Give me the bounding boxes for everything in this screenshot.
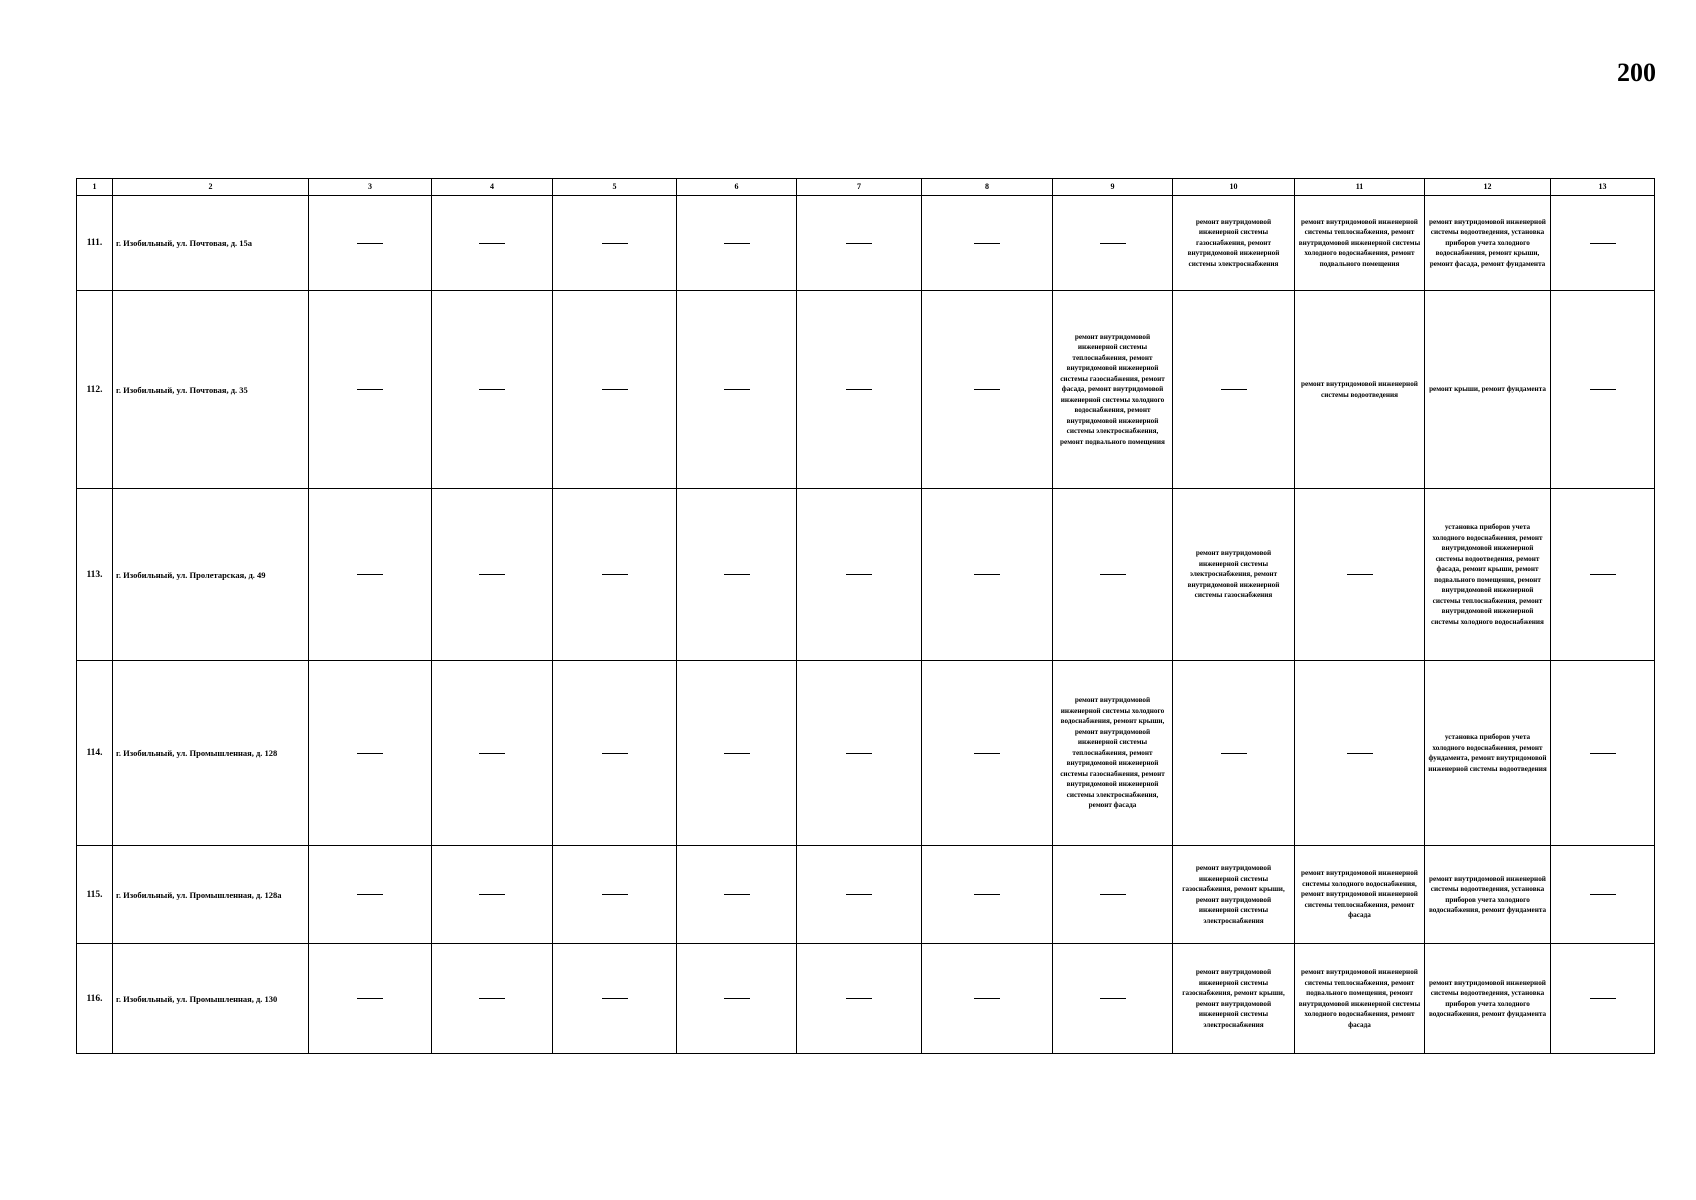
dash-mark [479, 389, 505, 390]
column-number-row [77, 179, 1655, 196]
empty-dash-cell [1053, 944, 1173, 1054]
dash-mark [357, 894, 383, 895]
dash-mark [479, 574, 505, 575]
empty-dash-cell [677, 846, 797, 944]
empty-dash-cell [553, 661, 677, 846]
dash-mark [974, 574, 1000, 575]
column-header: 9 [1053, 179, 1173, 196]
empty-dash-cell [309, 196, 432, 291]
column-header: 5 [553, 179, 677, 196]
empty-dash-cell [922, 944, 1053, 1054]
dash-mark [602, 389, 628, 390]
empty-dash-cell [1173, 661, 1295, 846]
row-number: 111. [77, 196, 113, 291]
work-cell: ремонт внутридомовой инженерной системы теплоснабжения, ремонт внутридомовой инженерной системы холодного водоснабжения, ремонт подвального помещения [1295, 196, 1425, 291]
empty-dash-cell [432, 196, 553, 291]
empty-dash-cell [677, 661, 797, 846]
dash-mark [724, 998, 750, 999]
empty-dash-cell [309, 944, 432, 1054]
work-cell: ремонт внутридомовой инженерной системы водоотведения, установка приборов учета холодного водоснабжения, ремонт фундамента [1425, 944, 1551, 1054]
row-number: 114. [77, 661, 113, 846]
empty-dash-cell [432, 944, 553, 1054]
address-cell: г. Изобильный, ул. Пролетарская, д. 49 [113, 489, 309, 661]
empty-dash-cell [922, 196, 1053, 291]
empty-dash-cell [922, 661, 1053, 846]
dash-mark [974, 389, 1000, 390]
empty-dash-cell [797, 846, 922, 944]
work-cell: ремонт внутридомовой инженерной системы газоснабжения, ремонт крыши, ремонт внутридомовой инженерной системы электроснабжения [1173, 846, 1295, 944]
empty-dash-cell [797, 489, 922, 661]
address-cell: г. Изобильный, ул. Промышленная, д. 130 [113, 944, 309, 1054]
table-row [77, 944, 1655, 1054]
empty-dash-cell [1053, 489, 1173, 661]
empty-dash-cell [1053, 846, 1173, 944]
dash-mark [846, 753, 872, 754]
table-row [77, 196, 1655, 291]
empty-dash-cell [677, 196, 797, 291]
empty-dash-cell [432, 846, 553, 944]
dash-mark [357, 243, 383, 244]
empty-dash-cell [553, 489, 677, 661]
empty-dash-cell [797, 661, 922, 846]
empty-dash-cell [309, 846, 432, 944]
dash-mark [846, 894, 872, 895]
dash-mark [1590, 389, 1616, 390]
empty-dash-cell [1551, 291, 1655, 489]
dash-mark [724, 753, 750, 754]
dash-mark [724, 243, 750, 244]
empty-dash-cell [797, 944, 922, 1054]
dash-mark [1221, 389, 1247, 390]
dash-mark [974, 243, 1000, 244]
table-row [77, 291, 1655, 489]
dash-mark [846, 574, 872, 575]
column-header: 10 [1173, 179, 1295, 196]
dash-mark [1100, 243, 1126, 244]
work-cell: ремонт крыши, ремонт фундамента [1425, 291, 1551, 489]
dash-mark [846, 998, 872, 999]
row-number: 113. [77, 489, 113, 661]
empty-dash-cell [1551, 846, 1655, 944]
work-cell: ремонт внутридомовой инженерной системы холодного водоснабжения, ремонт крыши, ремонт внутридомовой инженерной системы теплоснабжения, ремонт внутридомовой инженерной системы газоснабжения, ремонт внутридомовой инженерной системы электроснабжения, ремонт фасада [1053, 661, 1173, 846]
work-cell: ремонт внутридомовой инженерной системы водоотведения, установка приборов учета холодного водоснабжения, ремонт крыши, ремонт фасада, ремонт фундамента [1425, 196, 1551, 291]
column-header: 6 [677, 179, 797, 196]
work-cell: ремонт внутридомовой инженерной системы теплоснабжения, ремонт внутридомовой инженерной системы газоснабжения, ремонт фасада, ремонт внутридомовой инженерной системы холодного водоснабжения, ремонт внутридомовой инженерной системы электроснабжения, ремонт подвального помещения [1053, 291, 1173, 489]
dash-mark [1100, 894, 1126, 895]
work-cell: ремонт внутридомовой инженерной системы газоснабжения, ремонт крыши, ремонт внутридомовой инженерной системы электроснабжения [1173, 944, 1295, 1054]
dash-mark [602, 998, 628, 999]
work-cell: ремонт внутридомовой инженерной системы электроснабжения, ремонт внутридомовой инженерной системы газоснабжения [1173, 489, 1295, 661]
empty-dash-cell [1551, 489, 1655, 661]
dash-mark [357, 753, 383, 754]
table-row [77, 489, 1655, 661]
work-cell: ремонт внутридомовой инженерной системы холодного водоснабжения, ремонт внутридомовой инженерной системы теплоснабжения, ремонт фасада [1295, 846, 1425, 944]
dash-mark [602, 243, 628, 244]
column-header: 7 [797, 179, 922, 196]
empty-dash-cell [553, 196, 677, 291]
dash-mark [479, 894, 505, 895]
dash-mark [1590, 243, 1616, 244]
dash-mark [1347, 753, 1373, 754]
column-header: 1 [77, 179, 113, 196]
dash-mark [602, 894, 628, 895]
dash-mark [1590, 753, 1616, 754]
dash-mark [479, 243, 505, 244]
column-header: 3 [309, 179, 432, 196]
empty-dash-cell [553, 846, 677, 944]
empty-dash-cell [309, 489, 432, 661]
column-header: 11 [1295, 179, 1425, 196]
work-cell: ремонт внутридомовой инженерной системы водоотведения [1295, 291, 1425, 489]
empty-dash-cell [797, 196, 922, 291]
dash-mark [1590, 998, 1616, 999]
empty-dash-cell [553, 291, 677, 489]
empty-dash-cell [922, 846, 1053, 944]
empty-dash-cell [1551, 196, 1655, 291]
empty-dash-cell [677, 944, 797, 1054]
dash-mark [1100, 998, 1126, 999]
empty-dash-cell [432, 489, 553, 661]
empty-dash-cell [922, 489, 1053, 661]
column-header: 12 [1425, 179, 1551, 196]
dash-mark [724, 894, 750, 895]
dash-mark [724, 574, 750, 575]
row-number: 115. [77, 846, 113, 944]
empty-dash-cell [922, 291, 1053, 489]
address-cell: г. Изобильный, ул. Почтовая, д. 35 [113, 291, 309, 489]
dash-mark [1347, 574, 1373, 575]
dash-mark [724, 389, 750, 390]
work-cell: установка приборов учета холодного водоснабжения, ремонт фундамента, ремонт внутридомовой инженерной системы водоотведения [1425, 661, 1551, 846]
address-cell: г. Изобильный, ул. Промышленная, д. 128а [113, 846, 309, 944]
empty-dash-cell [1551, 944, 1655, 1054]
address-cell: г. Изобильный, ул. Промышленная, д. 128 [113, 661, 309, 846]
dash-mark [1590, 574, 1616, 575]
dash-mark [357, 998, 383, 999]
column-header: 4 [432, 179, 553, 196]
empty-dash-cell [1295, 661, 1425, 846]
dash-mark [1590, 894, 1616, 895]
empty-dash-cell [309, 661, 432, 846]
table-row [77, 661, 1655, 846]
empty-dash-cell [677, 489, 797, 661]
dash-mark [602, 753, 628, 754]
dash-mark [602, 574, 628, 575]
dash-mark [974, 753, 1000, 754]
repair-schedule-table [76, 178, 1655, 1054]
column-header: 8 [922, 179, 1053, 196]
empty-dash-cell [1295, 489, 1425, 661]
dash-mark [1221, 753, 1247, 754]
dash-mark [846, 243, 872, 244]
work-cell: ремонт внутридомовой инженерной системы газоснабжения, ремонт внутридомовой инженерной системы электроснабжения [1173, 196, 1295, 291]
row-number: 116. [77, 944, 113, 1054]
table-row [77, 846, 1655, 944]
dash-mark [357, 389, 383, 390]
address-cell: г. Изобильный, ул. Почтовая, д. 15а [113, 196, 309, 291]
empty-dash-cell [309, 291, 432, 489]
row-number: 112. [77, 291, 113, 489]
dash-mark [846, 389, 872, 390]
empty-dash-cell [432, 291, 553, 489]
dash-mark [974, 998, 1000, 999]
column-header: 2 [113, 179, 309, 196]
dash-mark [974, 894, 1000, 895]
empty-dash-cell [553, 944, 677, 1054]
empty-dash-cell [432, 661, 553, 846]
dash-mark [479, 753, 505, 754]
dash-mark [479, 998, 505, 999]
dash-mark [1100, 574, 1126, 575]
column-header: 13 [1551, 179, 1655, 196]
page-number: 200 [1617, 58, 1656, 87]
work-cell: ремонт внутридомовой инженерной системы теплоснабжения, ремонт подвального помещения, ремонт внутридомовой инженерной системы холодного водоснабжения, ремонт фасада [1295, 944, 1425, 1054]
empty-dash-cell [1053, 196, 1173, 291]
empty-dash-cell [1551, 661, 1655, 846]
empty-dash-cell [677, 291, 797, 489]
dash-mark [357, 574, 383, 575]
empty-dash-cell [797, 291, 922, 489]
work-cell: ремонт внутридомовой инженерной системы водоотведения, установка приборов учета холодного водоснабжения, ремонт фундамента [1425, 846, 1551, 944]
work-cell: установка приборов учета холодного водоснабжения, ремонт внутридомовой инженерной системы водоотведения, ремонт фасада, ремонт крыши, ремонт подвального помещения, ремонт внутридомовой инженерной системы теплоснабжения, ремонт внутридомовой инженерной системы холодного водоснабжения [1425, 489, 1551, 661]
empty-dash-cell [1173, 291, 1295, 489]
